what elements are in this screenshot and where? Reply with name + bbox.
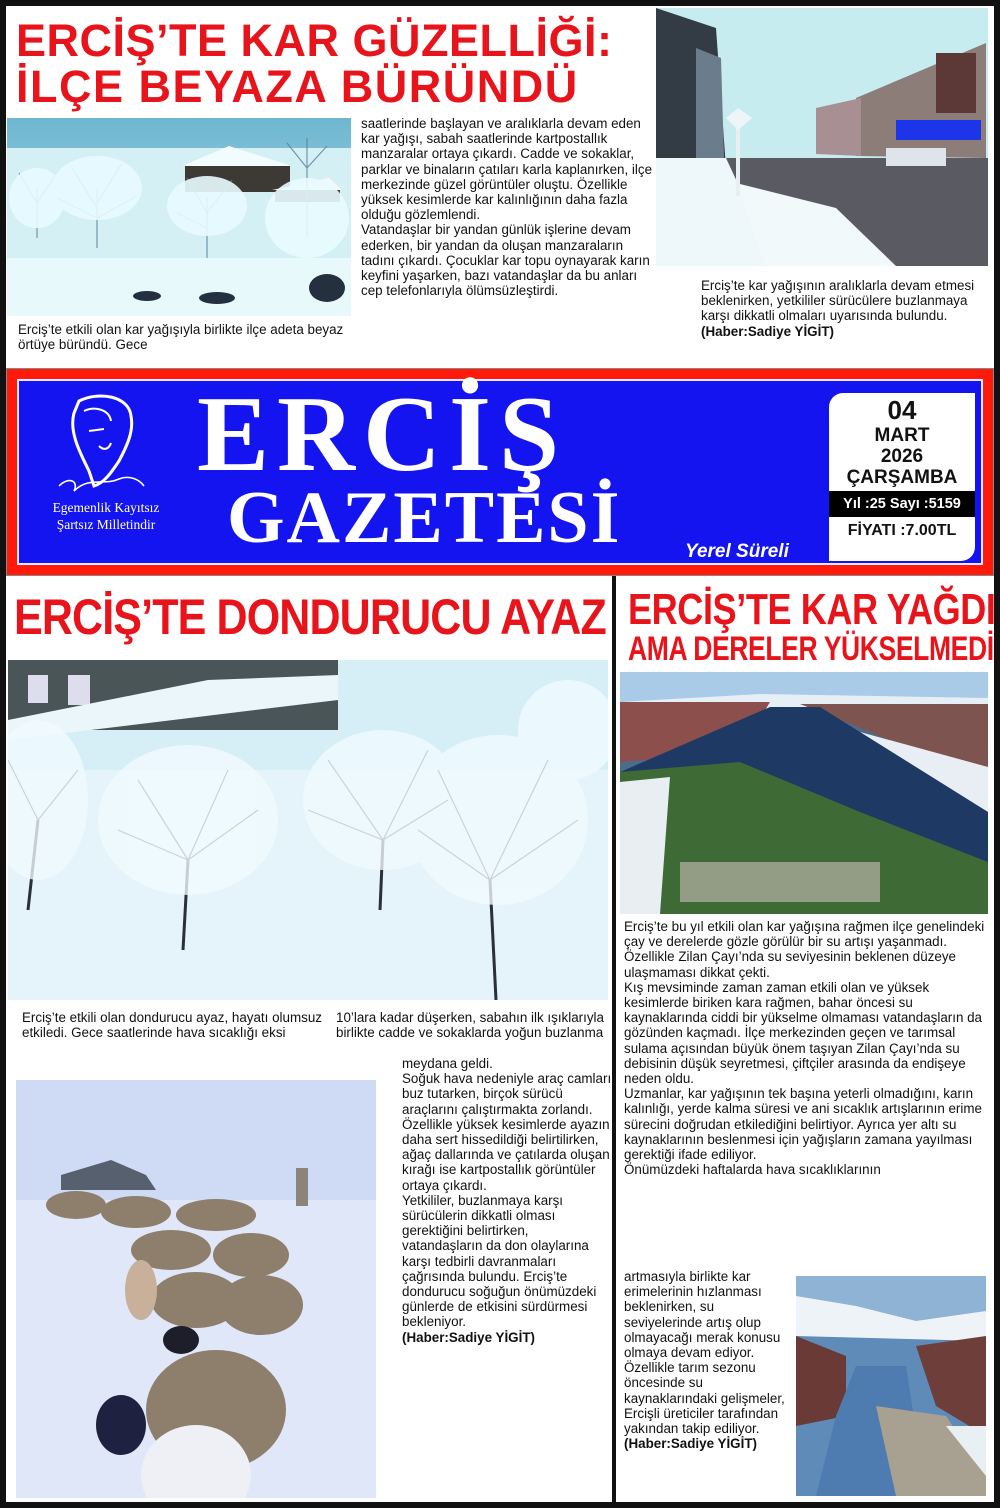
frost-story-lead: Erciş’te etkili olan dondurucu ayaz, hayatı olumsuz etkiledi. Gece saatlerinde hava sıcaklığı eksi — [22, 1010, 322, 1041]
motto-line1: Egemenlik Kayıtsız — [52, 500, 160, 515]
top-story-headline-line1: ERCİŞ’TE KAR GÜZELLİĞİ: — [16, 15, 613, 66]
top-story-paragraph: saatlerinde başlayan ve aralıklarla devam eden kar yağışı, sabah saatlerinde kartpostallık manzaralar ortaya çıkardı. Cadde ve sokaklar, parklar ve binaların çatıları karla kaplanırken, ilçe merkezinde güzel görüntüler oluştu. Özellikle yüksek kesimlerde kar kalınlığının daha fazla olduğu gözlemlendi. — [361, 116, 653, 223]
frosted-trees-photo — [8, 660, 608, 1000]
date-weekday: ÇARŞAMBA — [846, 467, 958, 488]
date-box — [829, 393, 975, 561]
masthead-title: ERCİŞ — [197, 375, 568, 494]
sheep-herd-photo — [16, 1080, 376, 1498]
frost-story-headline: ERCİŞ’TE DONDURUCU AYAZ — [14, 589, 606, 645]
top-story-body — [361, 116, 657, 298]
date-day: 04 — [887, 395, 917, 425]
frost-story-paragraph: Özellikle yüksek kesimlerde ayazın daha sert hissedildiği belirtilirken, ağaç dallarında ve çatılarda oluşan kırağı ise kartpostallık görüntüler ortaya çıkardı. — [402, 1116, 610, 1193]
frost-story-body — [402, 1056, 612, 1345]
top-story-photo2-caption-text: Erciş’te kar yağışının aralıklarla devam etmesi beklenirken, yetkililer sürücülere buzlanmaya karşı dikkatli olmaları uyarısında bulundu. — [701, 278, 975, 324]
masthead-panel — [17, 375, 983, 565]
river-landscape-photo — [796, 1276, 986, 1496]
date-month: MART — [874, 425, 930, 446]
frost-story-paragraph: Soğuk hava nedeniyle araç camları buz tutarken, birçok sürücü araçlarını çalıştırmakta zorlandı. — [402, 1071, 612, 1117]
masthead-motto — [31, 499, 181, 533]
top-story-headline-line2: İLÇE BEYAZA BÜRÜNDÜ — [16, 61, 579, 112]
snowy-street-photo — [656, 8, 988, 266]
rivers-story-byline: (Haber:Sadiye YİGİT) — [624, 1436, 757, 1452]
issue-number: Yıl :25 Sayı :5159 — [829, 491, 975, 517]
price: FİYATI :7.00TL — [847, 522, 957, 539]
frost-story-paragraph: Yetkililer, buzlanmaya karşı sürücülerin dikkatli olması gerektiğini belirtirken, vatandaşların da don olaylarına karşı tedbirli davranmaları çağrısında bulundu. Erciş’te dondurucu soğuğun önümüzdeki günlerde de etkisini sürdürmesi bekleniyor. — [402, 1192, 597, 1330]
masthead — [6, 368, 994, 576]
rivers-story-paragraph: Kış mevsiminde zaman zaman etkili olan ve yüksek kesimlerde biriken kara rağmen, bahar öncesi su kaynaklarında ciddi bir yükselme olmaması vatandaşların da gözünden kaçmadı. İlçe merkezinden geçen ve tarımsal sulama açısından büyük önem taşıyan Zilan Çayı’nda su debisinin düşük seyretmesi, çiftçiler arasında da endişeye neden oldu. — [624, 979, 983, 1087]
river-photo — [620, 672, 988, 914]
top-story-photo2-caption — [701, 278, 986, 339]
rivers-story-paragraph: Erciş’te bu yıl etkili olan kar yağışına rağmen ilçe genelindeki çay ve derelerde gözle görülür bir su artışı yaşanmadı. Özellikle Zilan Çayı’nda su seviyesinin beklenen düzeye ulaşmaması dikkat çekti. — [624, 919, 985, 980]
frost-story-continued: 10’lara kadar düşerken, sabahın ilk ışıklarıyla birlikte cadde ve sokaklarda yoğun buzlanma — [336, 1010, 604, 1041]
rivers-story-paragraph: artmasıyla birlikte kar erimelerinin hızlanması beklenirken, su seviyelerinde artış olup olmayacağı merak konusu olmaya devam ediyor. Özellikle tarım sezonu öncesinde su kaynaklarındaki gelişmeler, Ercişli üreticiler tarafından yakından takip ediliyor. — [624, 1269, 785, 1437]
rivers-story-headline-line1: ERCİŞ’TE KAR YAĞDI — [628, 585, 996, 634]
masthead-periodicity: Yerel Süreli — [685, 541, 789, 562]
top-story-photo1-caption: Erciş’te etkili olan kar yağışıyla birlikte ilçe adeta beyaz örtüye büründü. Gece — [18, 322, 344, 353]
snowy-village-photo — [7, 118, 351, 316]
rivers-story-wrap — [624, 1269, 792, 1451]
date-year: 2026 — [880, 446, 924, 467]
masthead-subtitle: GAZETESİ — [227, 477, 622, 559]
frost-story-byline: (Haber:Sadiye YİGİT) — [402, 1329, 535, 1345]
rivers-story-paragraph: Uzmanlar, kar yağışının tek başına yeterli olmadığını, karın kalınlığı, yerde kalma süresi ve ani sıcaklık artışlarının erime sürecini doğrudan etkilediğini belirtiyor. Ayrıca yer altı su kaynaklarının beslenmesi için yağışların zamana yayılması gerektiği ifade ediliyor. — [624, 1086, 982, 1163]
top-story-byline: (Haber:Sadiye YİGİT) — [701, 323, 834, 339]
motto-line2: Şartsız Milletindir — [56, 517, 156, 532]
column-divider — [612, 576, 616, 1502]
rivers-story-body — [624, 919, 988, 1177]
ataturk-portrait-icon — [49, 391, 159, 501]
top-story-paragraph: Vatandaşlar bir yandan günlük işlerine devam ederken, bir yandan da oluşan manzaraların tadını çıkardı. Çocuklar kar topu oynayarak karın keyfini yaşarken, bazı vatandaşlar da bu anları cep telefonlarıyla ölümsüzleştirdi. — [361, 222, 650, 299]
frost-story-paragraph: meydana geldi. — [402, 1056, 493, 1071]
rivers-story-paragraph: Önümüzdeki haftalarda hava sıcaklıklarının — [624, 1162, 881, 1178]
rivers-story-headline-line2: AMA DERELER YÜKSELMEDİ — [628, 630, 994, 668]
newspaper-page — [6, 6, 994, 1502]
